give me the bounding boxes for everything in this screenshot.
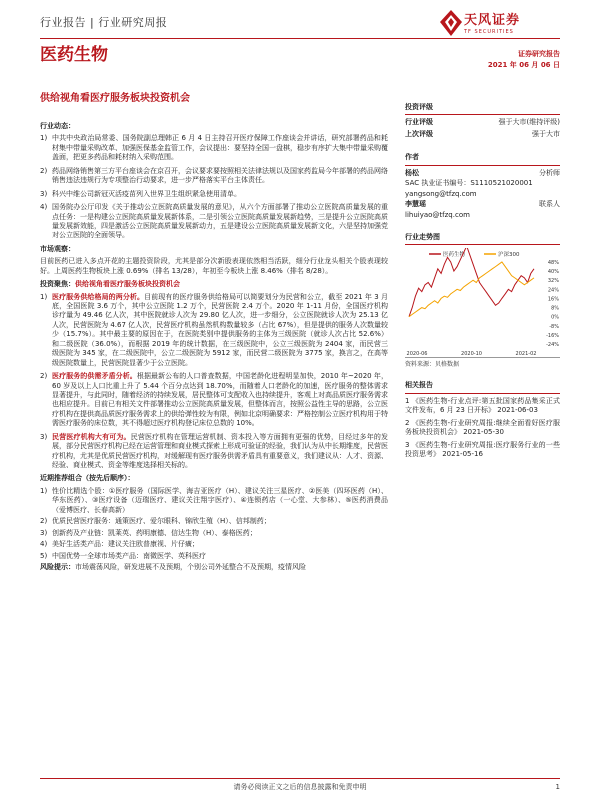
list-item bbox=[40, 487, 388, 515]
item-text: 中国优势一全球市场类产品：南微医学、英科医疗 bbox=[52, 551, 206, 560]
market-text: 目前医药已进入多点开花的主题投资阶段，尤其是部分次新股表现依然相当活跃，细分行业龙头相关个股表现较好。上周医药生物板块上涨 0.69%（排名 13/28），年初至今板块上涨 8.46%（排名 8/28）。 bbox=[40, 257, 388, 275]
main-column bbox=[40, 118, 388, 575]
x-tick-label: 2020-10 bbox=[461, 351, 482, 358]
page-number: 1 bbox=[555, 783, 560, 791]
y-tick-label: -24% bbox=[546, 342, 559, 349]
prev-rating-value: 强于大市 bbox=[532, 129, 560, 138]
item-text: 创新药及产业链：凯莱英、药明康德、信达生物（H）、泰格医药； bbox=[52, 528, 257, 537]
list-item bbox=[40, 190, 388, 199]
list-item bbox=[40, 372, 388, 429]
list-item bbox=[40, 529, 388, 538]
report-date: 2021 年 06 月 06 日 bbox=[487, 61, 560, 69]
author1-row bbox=[405, 169, 560, 178]
x-tick-label: 2020-06 bbox=[406, 351, 428, 358]
logo-text-en: TF SECURITIES bbox=[464, 29, 514, 35]
risk-warning bbox=[40, 563, 388, 572]
item-text: 民营医疗机构在管理运营机制、资本投入等方面拥有更强的优势，目经过多年的发展，部分民营医疗机构已经在运营管理和商业模式探索上形成可验证的经验，我们认为从中长期维度，民营医疗机构，尤其是优质民营医疗机构，对缓解现有医疗服务供需矛盾具有重要意义，我们建议从：人才、资源、经验、商业模式、资金等维度选择相关标的。 bbox=[52, 432, 389, 469]
report-header bbox=[40, 10, 560, 38]
portfolio-heading: 近期推荐组合（按先后顺序）： bbox=[40, 474, 135, 483]
list-item bbox=[40, 134, 388, 162]
market-heading: 市场观察： bbox=[40, 244, 75, 253]
company-logo bbox=[440, 10, 560, 40]
y-tick-label: -16% bbox=[546, 333, 559, 340]
prev-rating-label: 上次评级 bbox=[405, 129, 433, 138]
y-tick-label: -8% bbox=[549, 324, 559, 331]
item-text: 中共中央政治局常委、国务院副总理韩正 6 月 4 日主持召开医疗保障工作座谈会并讲话，研究部署药品和耗材集中带量采购改革、加强医保基金监管工作，会议提出：要坚持全国一盘棋，稳步有序扩大集中带量采购覆盖面，把更多药品和耗材纳入采购范围。 bbox=[52, 134, 388, 162]
related-report[interactable]: 1 《医药生物-行业点评:第五批国家药品集采正式文件发布，6 月 23 日开标》 2021-06-03 bbox=[405, 396, 560, 415]
trend-chart bbox=[405, 248, 560, 358]
item-number: 4) bbox=[40, 203, 48, 212]
item-text: 美好生活类产品：建议关注欧普康视、片仔癀； bbox=[52, 540, 199, 549]
related-heading: 相关报告 bbox=[405, 381, 560, 393]
author2-title: 联系人 bbox=[539, 200, 560, 209]
author1-sac: SAC 执业证书编号：S1110521020001 bbox=[405, 179, 533, 188]
item-number: 5) bbox=[40, 551, 48, 560]
item-text: 国务院办公厅印发《关于推动公立医院高质量发展的意见》，从六个方面部署了推动公立医院高质量发展的重点任务：一是构建公立医院高质量发展新体系，二是引领公立医院高质量发展新趋势，三是提升公立医院高质量发展新效能，四是激活公立医院高质量发展新动力，五是建设公立医院高质量发展新文化，六是坚持加强党对公立医院的全面领导。 bbox=[52, 203, 388, 240]
item-number: 1) bbox=[40, 134, 48, 143]
header-divider bbox=[40, 38, 560, 39]
author1-title: 分析师 bbox=[539, 168, 560, 177]
item-text: 药品网络销售第三方平台座谈会在京召开，会议要求要按照相关法律法规以及国家药监局今年部署的药品网络销售违法违规行为专项整治行动要求，进一步严格落实平台主体责任。 bbox=[52, 166, 388, 185]
legend-label: 医药生物 bbox=[443, 252, 466, 259]
focus-prefix: 投资聚焦： bbox=[40, 280, 75, 289]
item-lead: 医疗服务供给格局的两分析。 bbox=[52, 292, 145, 301]
rating-heading: 投资评级 bbox=[405, 103, 560, 115]
author2-email[interactable]: lihuiyao@tfzq.com bbox=[405, 210, 470, 219]
list-item bbox=[40, 203, 388, 241]
author2-row bbox=[405, 200, 560, 209]
item-lead: 民营医疗机构大有可为。 bbox=[52, 432, 131, 441]
item-lead: 医疗服务的供需矛盾分析。 bbox=[52, 372, 137, 381]
list-item bbox=[40, 433, 388, 471]
y-tick-label: 48% bbox=[547, 260, 559, 267]
item-number: 1) bbox=[40, 292, 48, 301]
item-number: 2) bbox=[40, 372, 48, 381]
y-tick-label: 40% bbox=[547, 269, 559, 276]
list-item bbox=[40, 517, 388, 526]
y-tick-label: 16% bbox=[547, 296, 559, 303]
list-item bbox=[40, 540, 388, 549]
author-heading: 作者 bbox=[405, 153, 560, 165]
list-item bbox=[40, 552, 388, 561]
series-line bbox=[409, 262, 534, 317]
item-number: 2) bbox=[40, 517, 48, 526]
trend-chart-svg bbox=[405, 248, 560, 358]
legend-label: 沪深300 bbox=[498, 252, 520, 259]
item-number: 3) bbox=[40, 528, 48, 537]
item-number: 2) bbox=[40, 166, 48, 175]
side-column bbox=[405, 103, 560, 463]
author2-name: 李慧瑶 bbox=[405, 200, 426, 209]
related-report[interactable]: 3 《医药生物-行业研究周报:医疗服务行业的一些投资思考》 2021-05-16 bbox=[405, 440, 560, 459]
footer-disclaimer: 请务必阅读正文之后的信息披露和免责申明 bbox=[233, 783, 367, 791]
rating-label: 行业评级 bbox=[405, 118, 433, 127]
logo-text-cn: 天风证券 bbox=[464, 13, 521, 28]
rating-row bbox=[405, 118, 560, 127]
item-text: 目前现有的医疗服务供给格局可以简要划分为民营和公立，截至 2021 年 3 月底，全国医院 3.6 万个，其中公立医院 1.2 万个，民营医院 2.4 万个。2020 年 1-11 月份，全国医疗机构诊疗量为 49.46 亿人次，其中医院就诊人次为 29.80 亿人次，进一步细分，公立医院就诊人次为 25.13 亿人次，民营医院为 4.67 亿人次，民营医疗机构虽然机构数量较多（占比 67%），但是提供的服务人次数量较少（15.7%）。其中最主要的原因在于，在医院类别中提供服务的主体为三级医院（就诊人次占比 52.6%）和二级医院（36.0%），而根据 2019 年的统计数据，在三级医院中，公立三级医院为 2404 家，而民营三级医院为 345 家，在二级医院中，公立二级医院为 5912 家，而民营二级医院为 3775 家，换言之，在高等级医院数量上，民营医院显著少于公立医院。 bbox=[52, 292, 389, 367]
prev-rating-row bbox=[405, 130, 560, 139]
list-item bbox=[40, 293, 388, 369]
report-type: 行业报告 | 行业研究周报 bbox=[40, 16, 168, 29]
report-title: 供给视角看医疗服务板块投资机会 bbox=[40, 93, 190, 104]
y-tick-label: 0% bbox=[551, 315, 559, 322]
logo-mark-icon bbox=[440, 10, 462, 36]
risk-label: 风险提示： bbox=[40, 562, 75, 571]
y-tick-label: 24% bbox=[547, 287, 559, 294]
item-text: 优质民营医疗服务：通策医疗、爱尔眼科、锦欣生殖（H）、信邦制药； bbox=[52, 517, 271, 526]
chart-heading: 行业走势图 bbox=[405, 233, 560, 245]
focus-heading bbox=[40, 280, 388, 289]
item-text: 性价比精选个股：①医疗服务（国际医学、海吉亚医疗（H）、建议关注三星医疗、②医美（四环医药（H）、华东医药）、③医疗设备（迈瑞医疗、建议关注翔宇医疗）、④连锁药店（一心堂、大参林）、⑤医药消费品（爱博医疗、长春高新） bbox=[52, 486, 388, 514]
item-number: 3) bbox=[40, 432, 48, 441]
research-dept: 证券研究报告 bbox=[518, 50, 560, 58]
industry-news-heading: 行业动态： bbox=[40, 122, 75, 130]
item-text: 科兴中维公司新冠灭活疫苗列入世界卫生组织紧急使用清单。 bbox=[52, 189, 241, 198]
risk-text: 市场震荡风险，研发进展不及预期，个别公司外延整合不及预期，疫情风险 bbox=[75, 562, 306, 571]
list-item bbox=[40, 167, 388, 186]
item-number: 4) bbox=[40, 540, 48, 549]
focus-title: 供给视角看医疗服务板块投资机会 bbox=[75, 280, 180, 289]
x-tick-label: 2021-02 bbox=[515, 351, 537, 358]
footer-divider bbox=[40, 778, 560, 779]
item-text: 根据最新公布的人口普查数据，中国老龄化进程明显加快，2010 年~2020 年，60 岁及以上人口比重上升了 5.44 个百分点达到 18.70%，而随着人口老龄化的加速，医疗服务的整体需求显著提升，与此同时，随着经济的持续发展，居民整体可支配收入也持续提升，客观上对高品质医疗服务需求也相应提升。目前已有相关文件部署推动公立医院高质量发展，但整体而言，按照公益性主导的思路，公立医疗机构在提供高品质医疗服务需求上的供给弹性较为有限，例如北京明确要求：严格控制公立医疗机构用于特需医疗服务的床位数，其不得超过医疗机构登记床位总数的 10%。 bbox=[52, 372, 388, 428]
item-number: 1) bbox=[40, 486, 48, 495]
sector-name: 医药生物 bbox=[40, 45, 108, 65]
item-number: 3) bbox=[40, 189, 48, 198]
related-report[interactable]: 2 《医药生物-行业研究周报:继续全面看好医疗服务板块投资机会》 2021-05-30 bbox=[405, 418, 560, 437]
y-tick-label: 8% bbox=[551, 305, 559, 312]
chart-source: 资料来源：贝格数据 bbox=[405, 361, 460, 369]
author1-email[interactable]: yangsong@tfzq.com bbox=[405, 189, 477, 198]
y-tick-label: 32% bbox=[547, 278, 559, 285]
rating-value: 强于大市(维持评级) bbox=[498, 118, 560, 127]
author1-name: 杨松 bbox=[405, 168, 419, 177]
